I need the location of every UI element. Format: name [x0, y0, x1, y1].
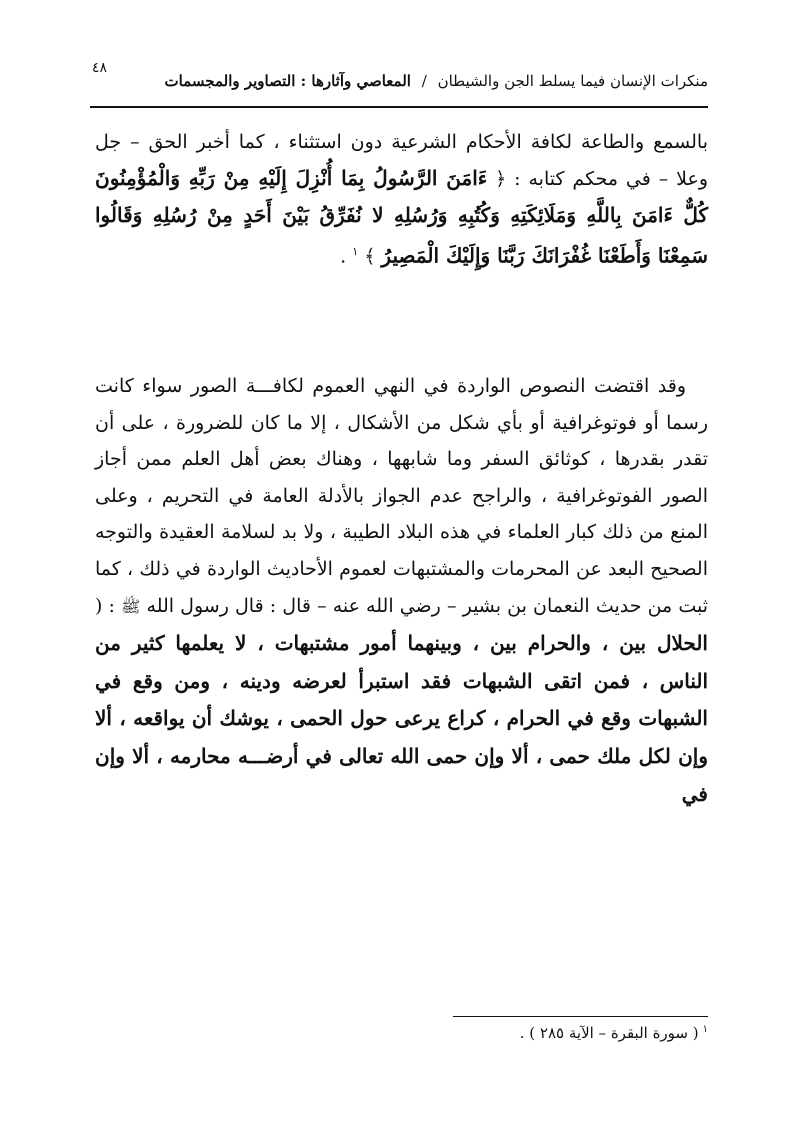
footnote [520, 1024, 708, 1042]
hadith-open: : ( [95, 594, 115, 617]
verse-close-bracket: ﴾ [364, 245, 376, 268]
main-paragraph [95, 368, 708, 813]
main-paragraph-text: وقد اقتضت النصوص الواردة في النهي العموم لكافـــة الصور سواء كانت رسما أو فوتوغرافية أو بأي شكل من الأشكال ، إلا ما كان للضرورة ، على أن تقدر بقدرها ، كوثائق السفر وما شابهها ، وهناك بعض أهل العلم ممن أجاز الصور الفوتوغرافية ، والراجح عدم الجواز بالأدلة العامة في التحريم ، وعلى المنع من ذلك كبار العلماء في هذه البلاد الطيبة ، ولا بد لسلامة العقيدة والتوجه الصحيح البعد عن المحرمات والمشتبهات لعموم الأحاديث الواردة في ذلك ، كما ثبت من حديث النعمان بن بشير – رضي الله عنه – قال : قال رسول الله [95, 375, 709, 617]
page-number: ٤٨ [92, 60, 108, 76]
opening-intro-text: بالسمع والطاعة لكافة الأحكام الشرعية دون استثناء ، كما أخبر الحق – جل وعلا – في محكم كتابه : ﴿ [95, 131, 708, 190]
footnote-number: ١ [702, 1024, 708, 1035]
footnote-rule [453, 1016, 708, 1017]
quran-verse: ءَامَنَ الرَّسُولُ بِمَا أُنْزِلَ إِلَيْهِ مِنْ رَبِّهِ وَالْمُؤْمِنُونَ كُلٌّ ءَامَنَ بِاللَّهِ وَمَلَائِكَتِهِ وَكُتُبِهِ وَرُسُلِهِ لا نُفَرِّقُ بَيْنَ أَحَدٍ مِنْ رُسُلِهِ وَقَالُوا سَمِعْنَا وَأَطَعْنَا غُفْرَانَكَ رَبَّنَا وَإِلَيْكَ الْمَصِيرُ [95, 166, 708, 268]
opening-end: . [340, 245, 347, 268]
hadith-text: الحلال بين ، والحرام بين ، وبينهما أمور مشتبهات ، لا يعلمها كثير من الناس ، فمن اتقى الشبهات فقد استبرأ لعرضه ودينه ، ومن وقع في الشبهات وقع في الحرام ، كراع يرعى حول الحمى ، يوشك أن يواقعه ، ألا وإن لكل ملك حمى ، ألا وإن حمى الله تعالى في أرضـــه محارمه ، ألا وإن في [95, 631, 708, 806]
header-rule [90, 106, 708, 108]
footnote-text: ( سورة البقرة – الآية ٢٨٥ ) . [519, 1024, 699, 1042]
footnote-reference: ١ [352, 245, 359, 258]
salla-symbol: ﷺ [121, 596, 141, 616]
header-chapter-title: المعاصي وآثارها : التصاوير والمجسمات [164, 72, 411, 90]
running-header [88, 72, 708, 90]
header-separator: / [421, 72, 427, 90]
opening-paragraph [95, 124, 708, 274]
header-book-title: منكرات الإنسان فيما يسلط الجن والشيطان [437, 72, 708, 90]
